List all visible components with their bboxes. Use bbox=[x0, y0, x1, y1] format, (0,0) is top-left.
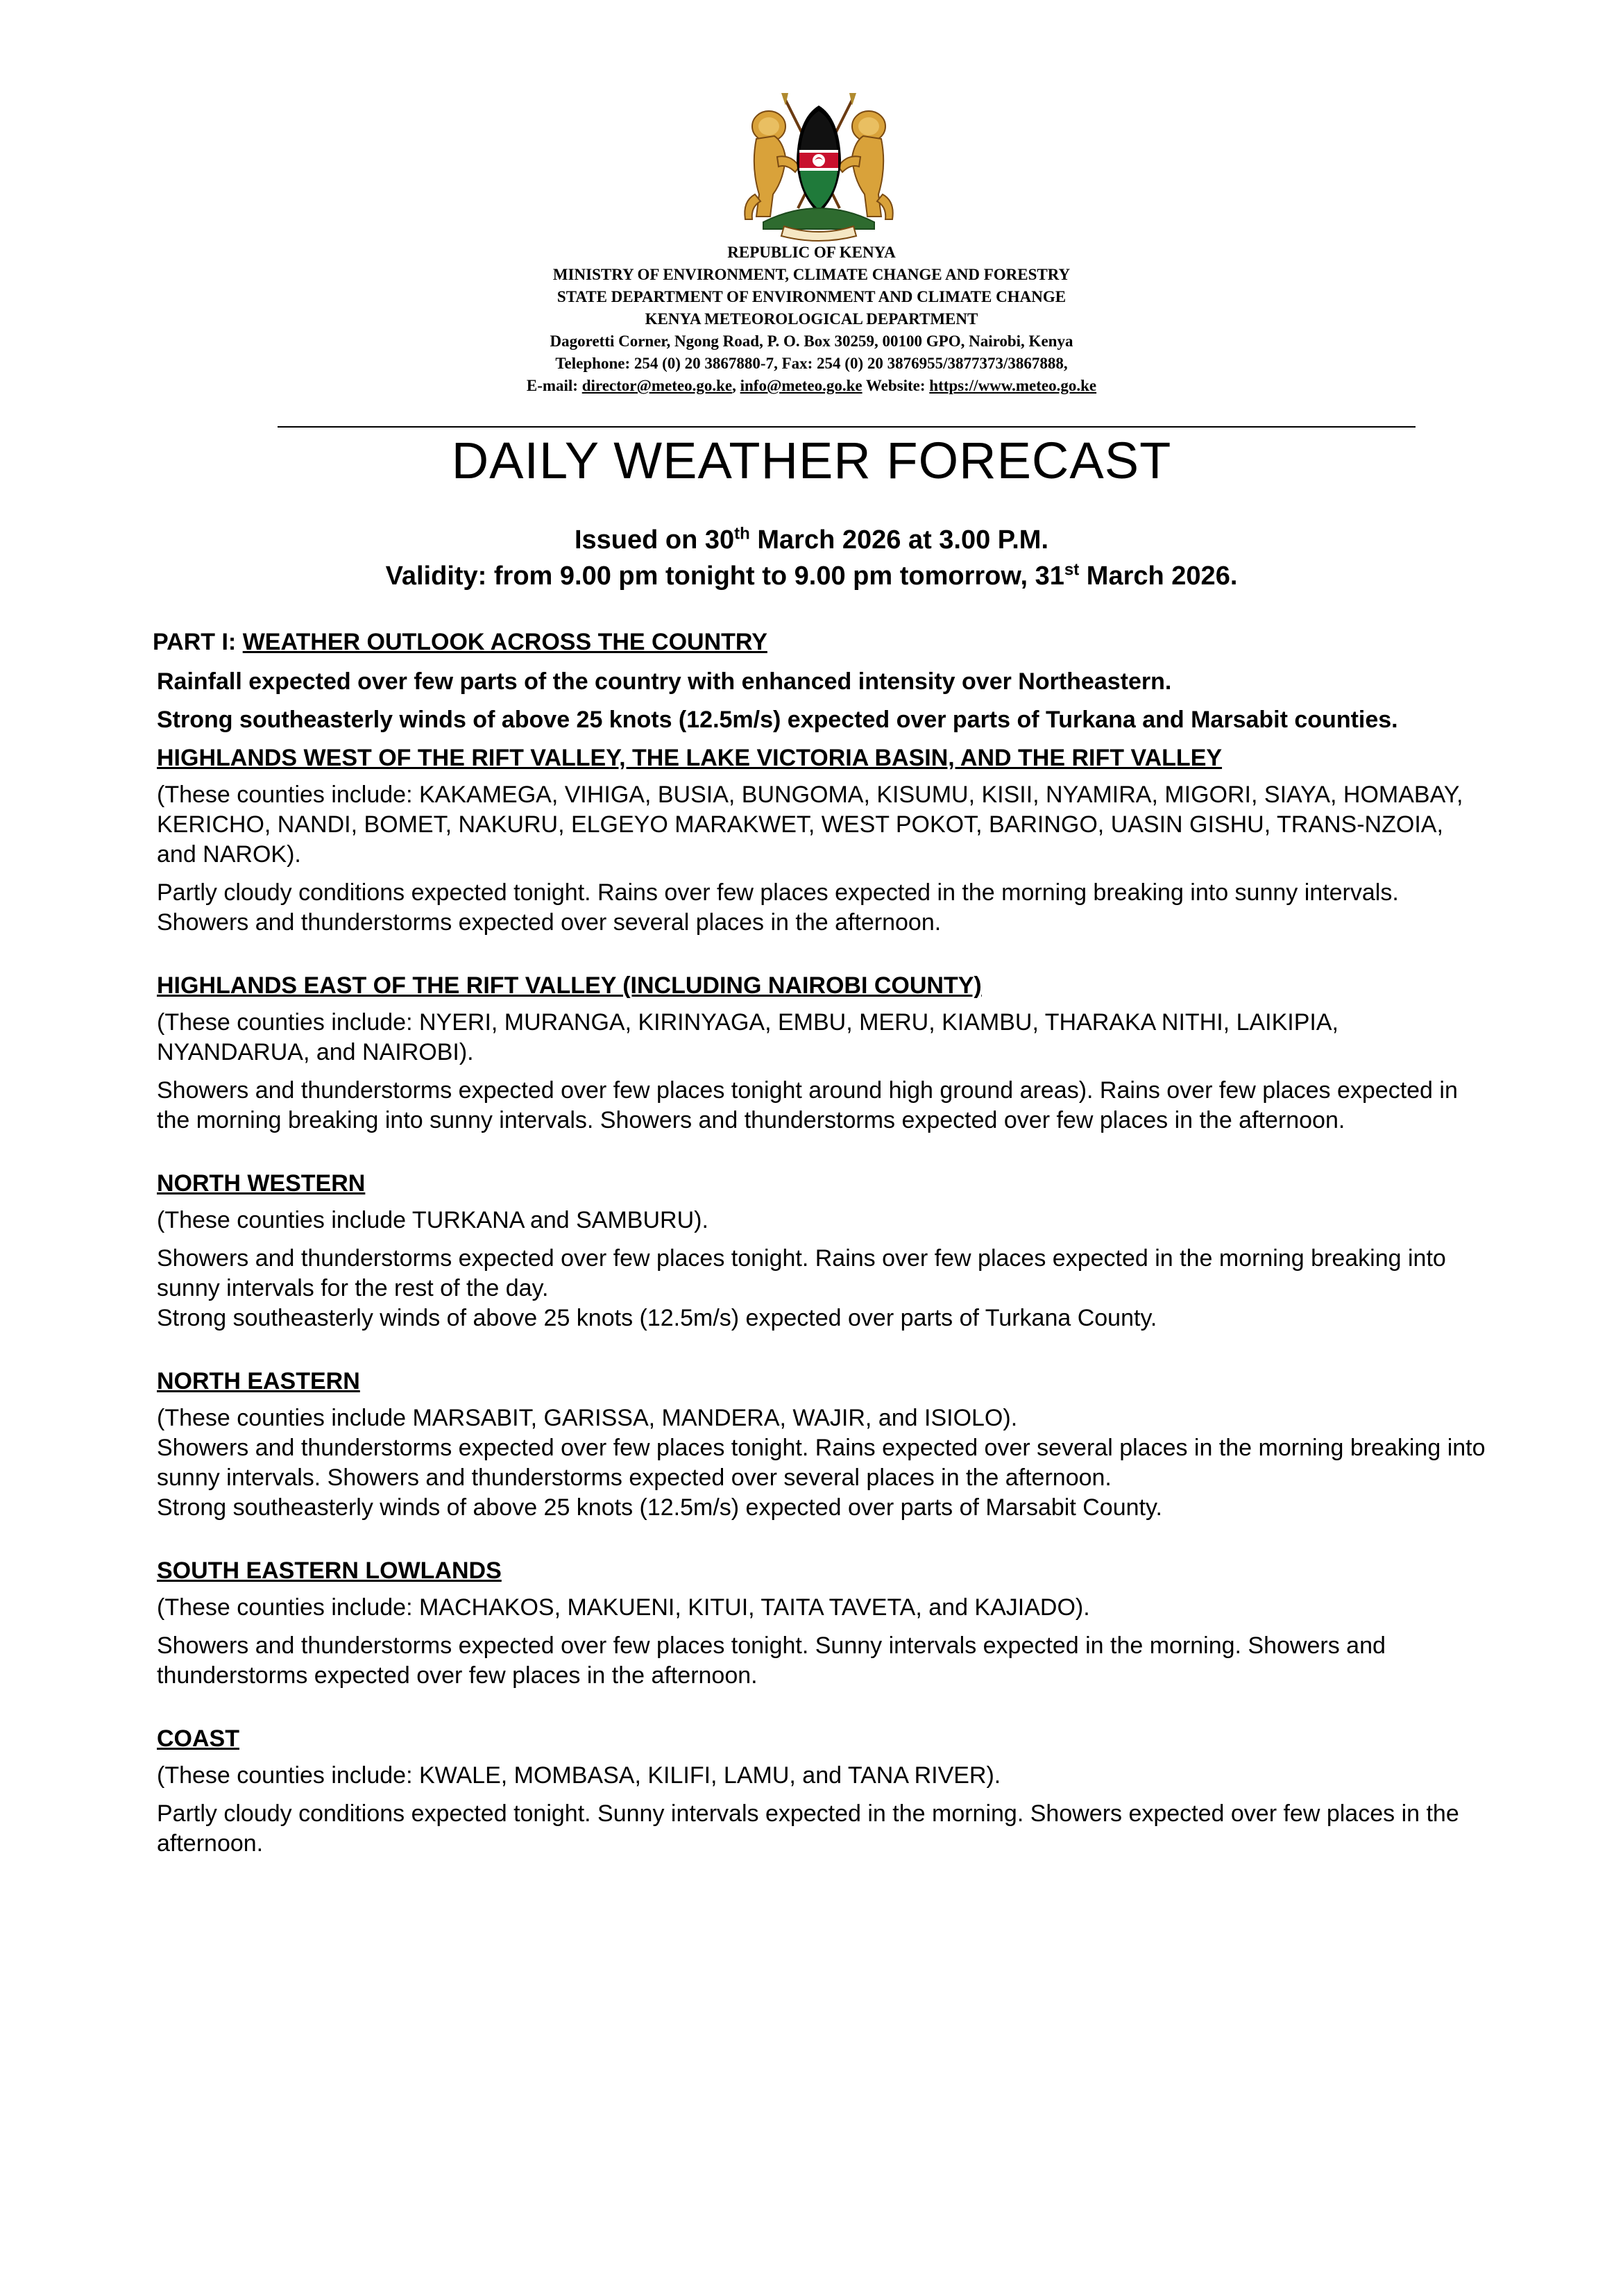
website-link[interactable]: https://www.meteo.go.ke bbox=[929, 377, 1097, 394]
section-counties: (These counties include: MACHAKOS, MAKUENI, KITUI, TAITA TAVETA, and KAJIADO). bbox=[157, 1594, 1090, 1621]
contact-line bbox=[0, 375, 1623, 397]
website-label: Website: bbox=[862, 377, 930, 394]
section-north-eastern bbox=[157, 1367, 1489, 1523]
section-wind-warning: Strong southeasterly winds of above 25 knots (12.5m/s) expected over parts of Marsabit County. bbox=[157, 1494, 1162, 1521]
issued-sup: th bbox=[734, 524, 750, 543]
issued-suffix: March 2026 at 3.00 P.M. bbox=[749, 525, 1049, 555]
section-highlands-west bbox=[157, 743, 1489, 938]
coat-of-arms-icon bbox=[736, 90, 902, 243]
section-counties: (These counties include MARSABIT, GARISSA, MANDERA, WAJIR, and ISIOLO). bbox=[157, 1405, 1018, 1431]
email-link-director[interactable]: director@meteo.go.ke bbox=[581, 377, 733, 394]
forecast-body bbox=[153, 627, 1489, 1867]
address: Dagoretti Corner, Ngong Road, P. O. Box 30259, 00100 GPO, Nairobi, Kenya bbox=[550, 332, 1073, 350]
section-highlands-east bbox=[157, 971, 1489, 1136]
section-title: HIGHLANDS EAST OF THE RIFT VALLEY (INCLUDING NAIROBI COUNTY) bbox=[157, 972, 982, 999]
issued-prefix: Issued on 30 bbox=[574, 525, 735, 555]
coat-of-arms-emblem bbox=[736, 90, 902, 243]
summary-winds: Strong southeasterly winds of above 25 knots (12.5m/s) expected over parts of Turkana and Marsabit counties. bbox=[157, 707, 1398, 733]
section-forecast: Showers and thunderstorms expected over few places tonight around high ground areas). Rains over few places expected in the morning breaking into sunny intervals. Showers and thunderstorms expected over few places in the afternoon. bbox=[157, 1077, 1458, 1133]
section-title: NORTH EASTERN bbox=[157, 1368, 360, 1394]
section-counties: (These counties include: KWALE, MOMBASA, KILIFI, LAMU, and TANA RIVER). bbox=[157, 1762, 1001, 1789]
part-label: PART I: bbox=[153, 629, 243, 655]
email-label: E-mail: bbox=[526, 377, 582, 394]
part-heading bbox=[153, 627, 1489, 657]
validity-suffix: March 2026. bbox=[1079, 562, 1238, 591]
issued-date bbox=[0, 522, 1623, 558]
section-counties: (These counties include: KAKAMEGA, VIHIGA, BUSIA, BUNGOMA, KISUMU, KISII, NYAMIRA, MIGORI, SIAYA, HOMABAY, KERICHO, NANDI, BOMET, NAKURU, ELGEYO MARAKWET, WEST POKOT, BARINGO, UASIN GISHU, TRANS-NZOIA, and NAROK). bbox=[157, 782, 1463, 868]
section-wind-warning: Strong southeasterly winds of above 25 knots (12.5m/s) expected over parts of Turkana County. bbox=[157, 1305, 1157, 1331]
issue-info bbox=[0, 522, 1623, 594]
letterhead bbox=[0, 242, 1623, 397]
section-counties: (These counties include: NYERI, MURANGA, KIRINYAGA, EMBU, MERU, KIAMBU, THARAKA NITHI, LAIKIPIA, NYANDARUA, and NAIROBI). bbox=[157, 1009, 1339, 1065]
section-counties: (These counties include TURKANA and SAMBURU). bbox=[157, 1207, 708, 1233]
section-north-western bbox=[157, 1169, 1489, 1333]
section-forecast: Showers and thunderstorms expected over few places tonight. Sunny intervals expected in the morning. Showers and thunderstorms expected over few places in the afternoon. bbox=[157, 1632, 1386, 1689]
part-title: WEATHER OUTLOOK ACROSS THE COUNTRY bbox=[242, 629, 767, 655]
ministry-name: MINISTRY OF ENVIRONMENT, CLIMATE CHANGE AND FORESTRY bbox=[552, 266, 1071, 283]
validity-period bbox=[0, 558, 1623, 594]
section-south-eastern-lowlands bbox=[157, 1556, 1489, 1691]
section-forecast: Partly cloudy conditions expected tonight. Sunny intervals expected in the morning. Showers expected over few places in the afternoon. bbox=[157, 1800, 1459, 1857]
department-name: KENYA METEOROLOGICAL DEPARTMENT bbox=[645, 310, 978, 328]
section-forecast: Partly cloudy conditions expected tonight. Rains over few places expected in the morning breaking into sunny intervals. Showers and thunderstorms expected over several places in the afternoon. bbox=[157, 879, 1399, 936]
section-forecast: Showers and thunderstorms expected over few places tonight. Rains expected over several places in the morning breaking into sunny intervals. Showers and thunderstorms expected over several places in the afternoon. bbox=[157, 1435, 1486, 1491]
email-link-info[interactable]: info@meteo.go.ke bbox=[740, 377, 863, 394]
section-title: SOUTH EASTERN LOWLANDS bbox=[157, 1558, 502, 1584]
summary-rainfall: Rainfall expected over few parts of the country with enhanced intensity over Northeastern. bbox=[157, 668, 1172, 695]
validity-sup: st bbox=[1064, 560, 1080, 580]
telephone: Telephone: 254 (0) 20 3867880-7, Fax: 254 (0) 20 3876955/3877373/3867888, bbox=[555, 355, 1068, 372]
state-department-name: STATE DEPARTMENT OF ENVIRONMENT AND CLIMATE CHANGE bbox=[556, 288, 1067, 305]
page-title: DAILY WEATHER FORECAST bbox=[451, 432, 1172, 489]
section-forecast: Showers and thunderstorms expected over few places tonight. Rains over few places expected in the morning breaking into sunny intervals for the rest of the day. bbox=[157, 1245, 1446, 1301]
republic-name: REPUBLIC OF KENYA bbox=[727, 244, 896, 261]
section-coast bbox=[157, 1724, 1489, 1859]
email-separator: , bbox=[732, 377, 740, 394]
section-title: HIGHLANDS WEST OF THE RIFT VALLEY, THE LAKE VICTORIA BASIN, AND THE RIFT VALLEY bbox=[157, 745, 1223, 771]
section-title: COAST bbox=[157, 1725, 239, 1752]
section-title: NORTH WESTERN bbox=[157, 1170, 366, 1197]
validity-prefix: Validity: from 9.00 pm tonight to 9.00 pm tomorrow, 31 bbox=[385, 562, 1064, 591]
